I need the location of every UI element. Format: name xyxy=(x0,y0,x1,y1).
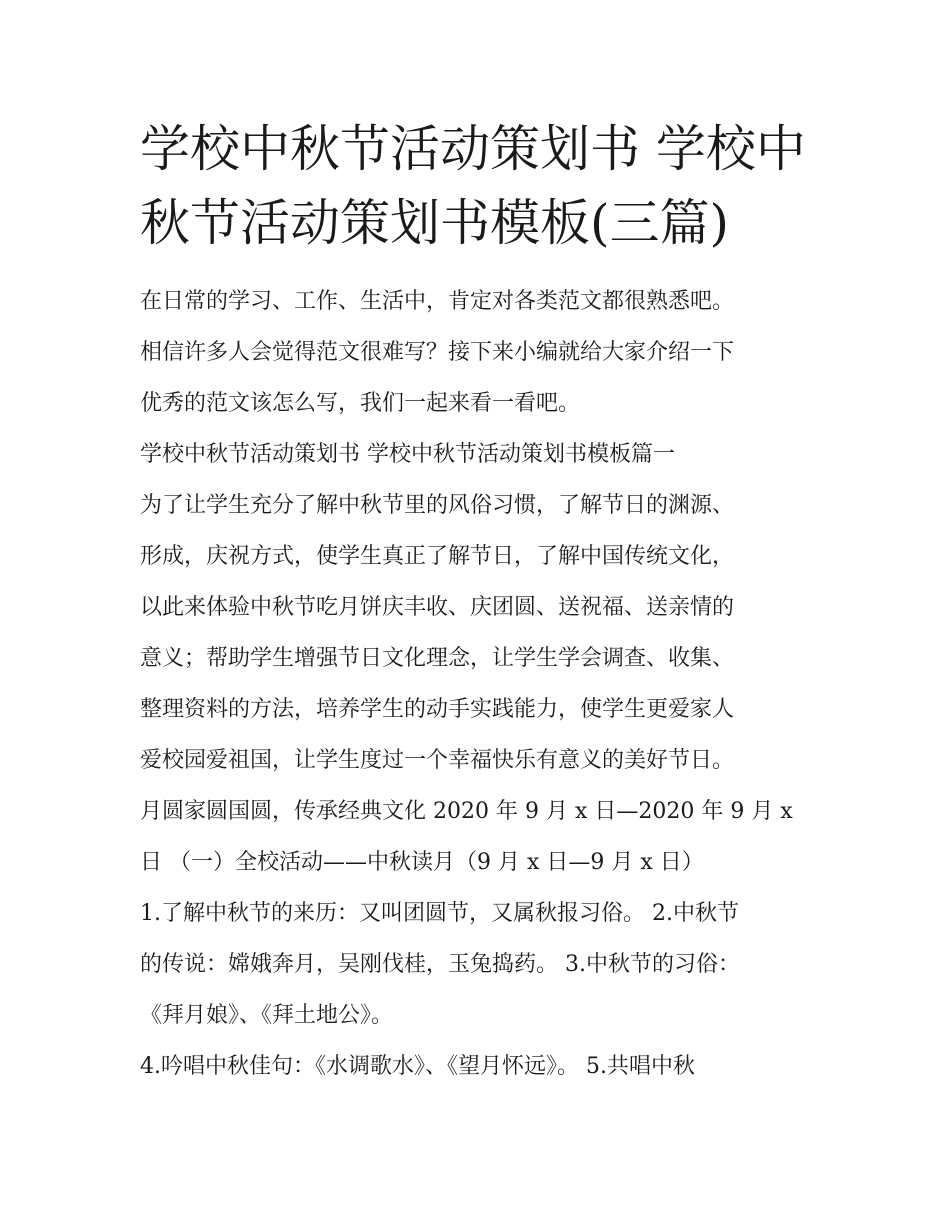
document-title xyxy=(140,112,820,260)
section-heading: 学校中秋节活动策划书 学校中秋节活动策划书模板篇一 xyxy=(140,442,675,467)
body-line: 1.了解中秋节的来历：又叫团圆节，又属秋报习俗。 2.中秋节 xyxy=(140,901,739,926)
body-line: 在日常的学习、工作、生活中，肯定对各类范文都很熟悉吧。 xyxy=(140,289,735,314)
body-line: 爱校园爱祖国，让学生度过一个幸福快乐有意义的美好节日。 xyxy=(140,748,735,773)
body-line: 优秀的范文该怎么写，我们一起来看一看吧。 xyxy=(140,391,581,416)
document-body xyxy=(140,276,830,1092)
body-line: 整理资料的方法，培养学生的动手实践能力，使学生更爱家人 xyxy=(140,697,735,722)
title-line: 秋节活动策划书模板(三篇) xyxy=(140,194,730,252)
body-line: 日 （一）全校活动——中秋读月（9 月 x 日—9 月 x 日） xyxy=(140,850,704,875)
body-line: 形成，庆祝方式，使学生真正了解节日，了解中国传统文化， xyxy=(140,544,735,569)
body-line: 4.吟唱中秋佳句：《水调歌水》、《望月怀远》。 5.共唱中秋 xyxy=(140,1054,695,1079)
body-line: 的传说：嫦娥奔月，吴刚伐桂，玉兔捣药。 3.中秋节的习俗： xyxy=(140,952,740,977)
body-line: 为了让学生充分了解中秋节里的风俗习惯，了解节日的渊源、 xyxy=(140,493,735,518)
body-line: 以此来体验中秋节吃月饼庆丰收、庆团圆、送祝福、送亲情的 xyxy=(140,595,735,620)
title-line: 学校中秋节活动策划书 学校中 xyxy=(140,120,806,178)
body-line: 《拜月娘》、《拜土地公》。 xyxy=(140,1003,394,1028)
body-line: 意义；帮助学生增强节日文化理念，让学生学会调查、收集、 xyxy=(140,646,735,671)
body-line: 相信许多人会觉得范文很难写？接下来小编就给大家介绍一下 xyxy=(140,340,735,365)
body-line: 月圆家圆国圆，传承经典文化 2020 年 9 月 x 日—2020 年 9 月 x xyxy=(140,799,793,824)
